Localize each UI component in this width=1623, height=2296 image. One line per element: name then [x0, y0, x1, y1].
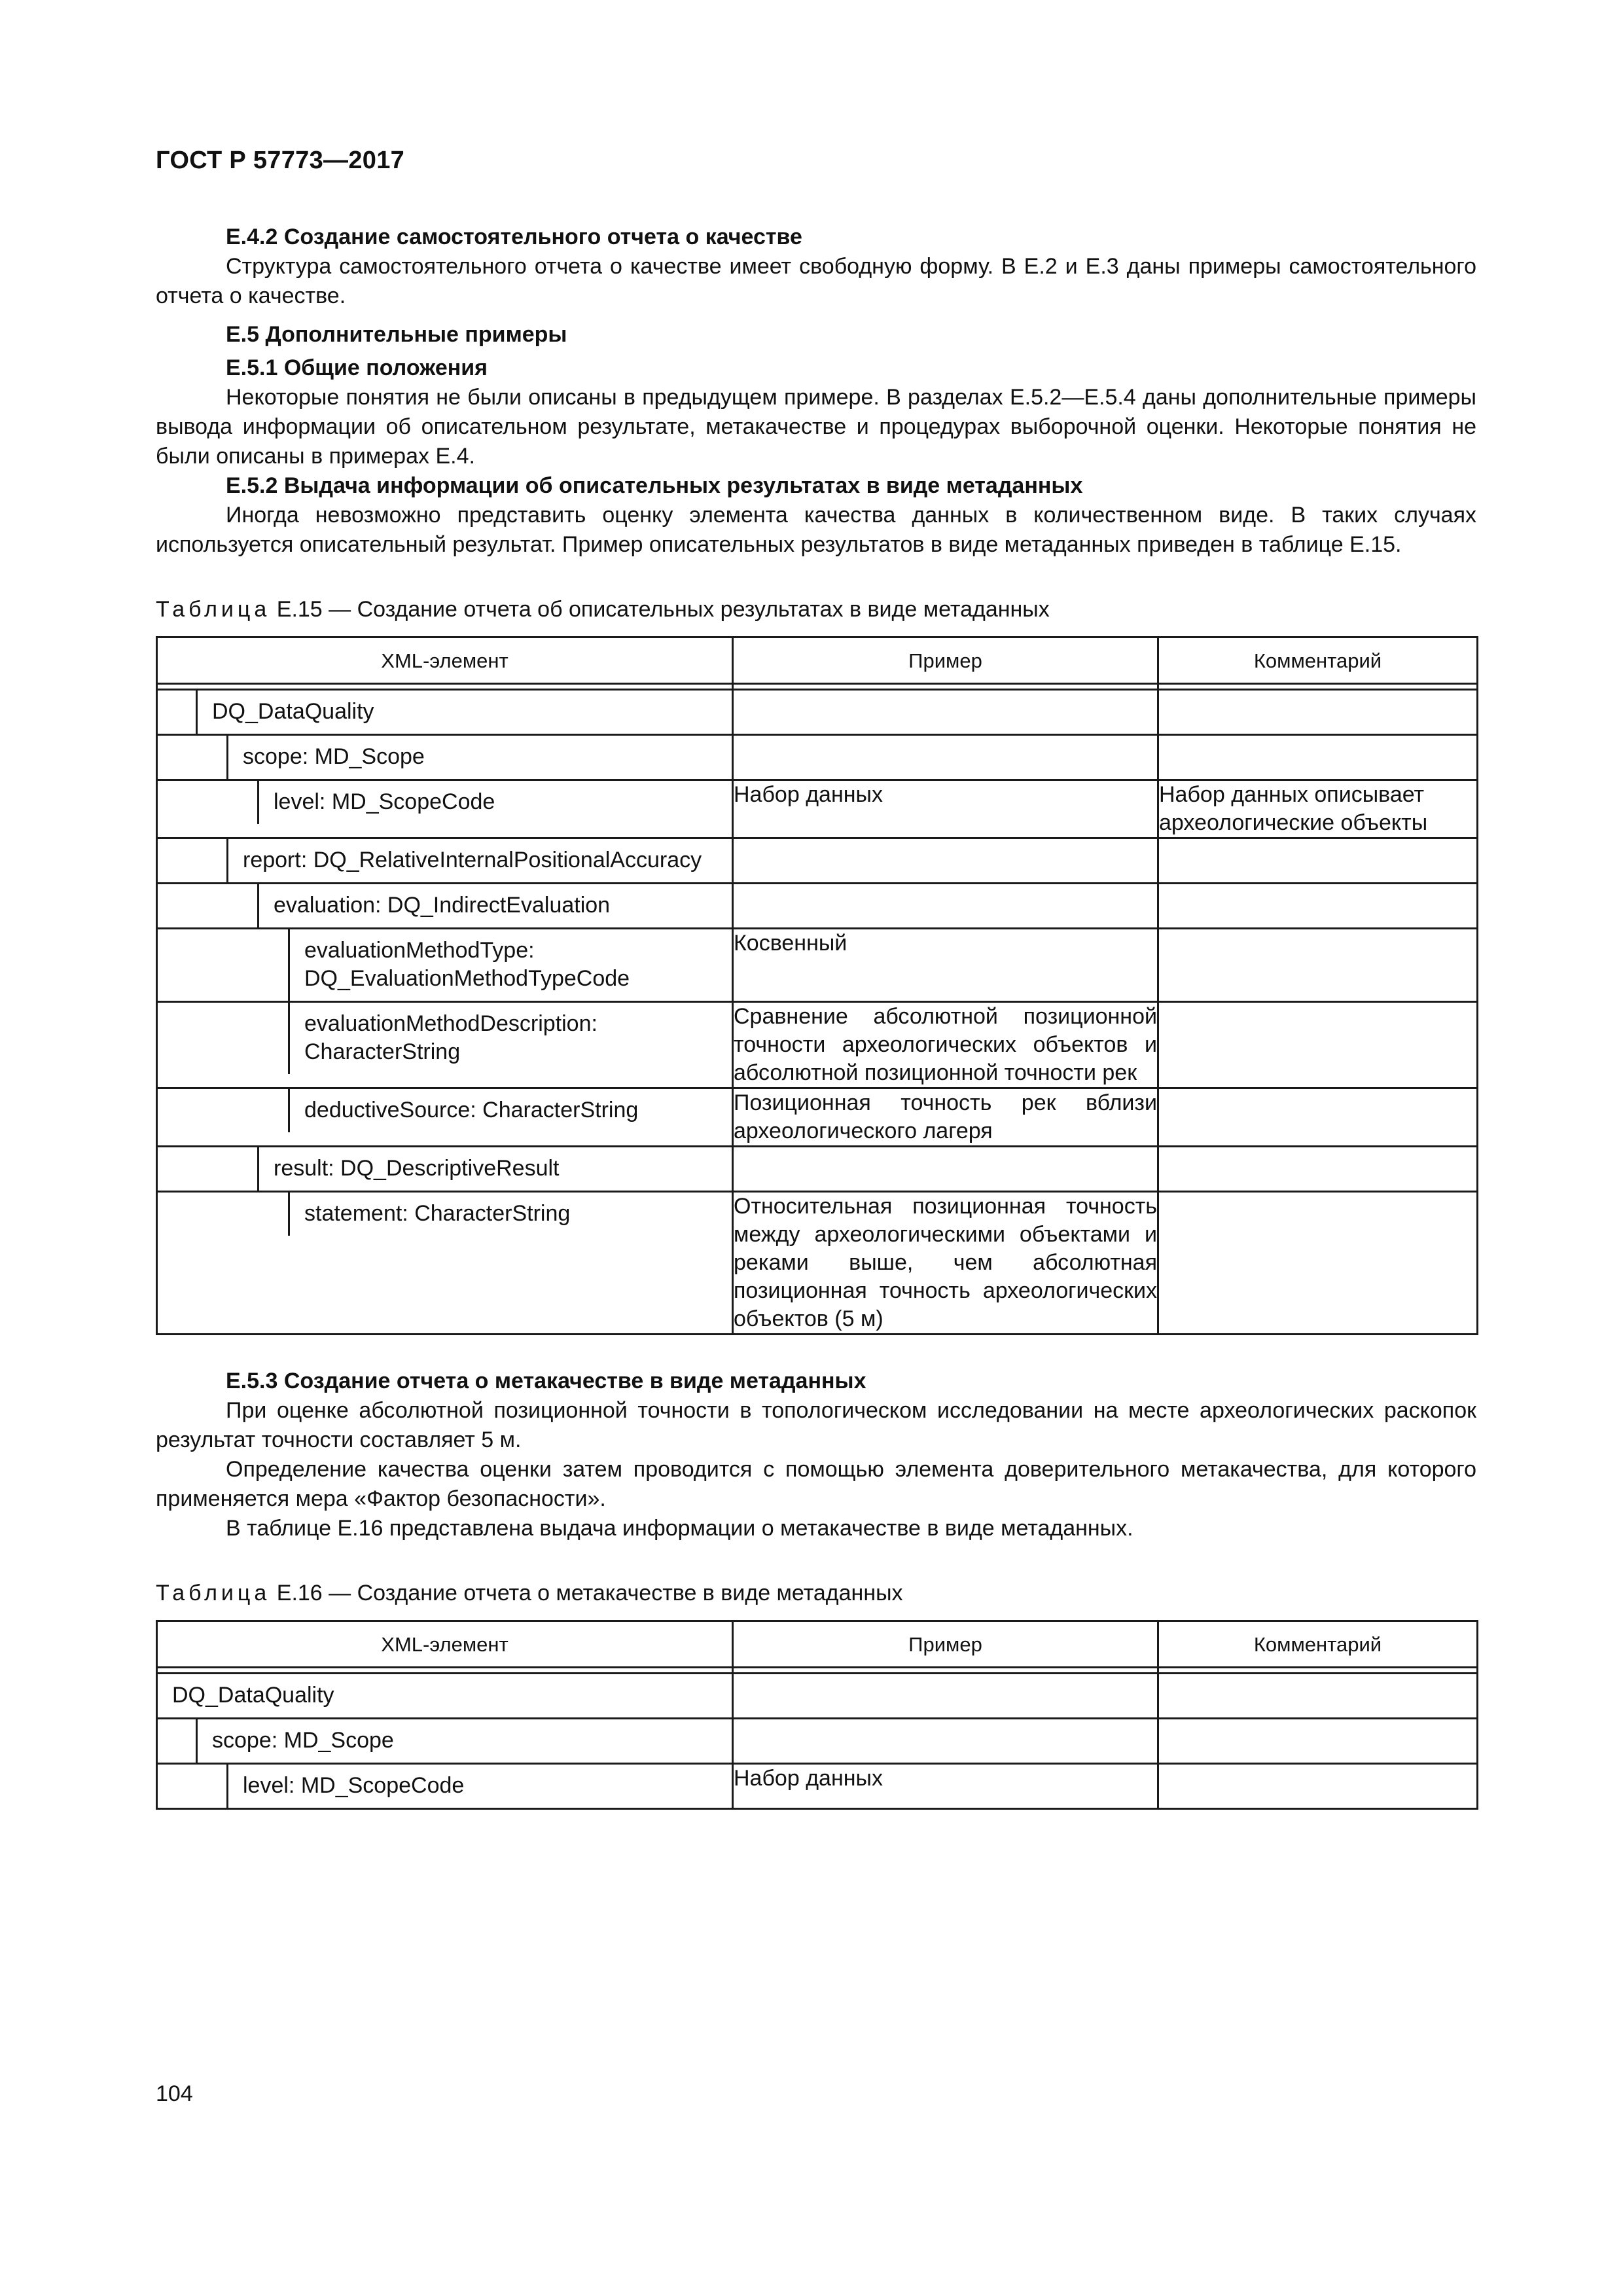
example-cell	[733, 838, 1158, 884]
xml-element: result: DQ_DescriptiveResult	[274, 1156, 560, 1181]
example-cell	[733, 735, 1158, 780]
xml-element: evaluationMethodType: DQ_EvaluationMethodTypeCode	[304, 938, 630, 991]
indent-guide	[158, 839, 228, 882]
xml-element-cell	[157, 1088, 733, 1147]
indent-guide	[158, 1765, 228, 1808]
table-16-header-xml: XML-элемент	[157, 1621, 733, 1668]
xml-element: statement: CharacterString	[304, 1201, 571, 1226]
table-16-header-comment: Комментарий	[1158, 1621, 1478, 1668]
table-15	[156, 636, 1478, 1335]
comment-cell	[1158, 690, 1478, 735]
xml-element-cell	[157, 780, 733, 838]
comment-cell: Набор данных описывает археологические объекты	[1158, 780, 1478, 838]
table-16	[156, 1620, 1478, 1810]
xml-element: DQ_DataQuality	[212, 699, 374, 724]
heading-e5-2: Е.5.2 Выдача информации об описательных результатах в виде метаданных	[226, 473, 1083, 498]
xml-element-cell	[157, 929, 733, 1002]
indent-guide	[158, 1003, 290, 1074]
comment-cell	[1158, 1719, 1478, 1764]
xml-element-cell	[157, 1764, 733, 1809]
comment-cell	[1158, 1147, 1478, 1192]
comment-cell	[1158, 1192, 1478, 1335]
xml-element-cell	[157, 884, 733, 929]
paragraph-e5-3-2: Определение качества оценки затем проводится с помощью элемента доверительного метакачества, для которого применяется мера «Фактор безопасности».	[156, 1457, 1476, 1511]
example-cell	[733, 690, 1158, 735]
xml-element: scope: MD_Scope	[243, 744, 425, 769]
table-15-header-gap	[157, 684, 1478, 690]
xml-element-cell	[157, 1192, 733, 1335]
table-16-caption	[156, 1579, 1476, 1608]
xml-element: DQ_DataQuality	[172, 1683, 334, 1708]
standard-designation: ГОСТ Р 57773—2017	[156, 147, 405, 174]
table-16-caption-word: Таблица	[156, 1581, 271, 1605]
example-cell	[733, 884, 1158, 929]
comment-cell	[1158, 1764, 1478, 1809]
table-row	[157, 735, 1478, 780]
comment-cell	[1158, 1088, 1478, 1147]
heading-e4-2: Е.4.2 Создание самостоятельного отчета о качестве	[226, 224, 802, 249]
comment-cell	[1158, 838, 1478, 884]
example-cell	[733, 1674, 1158, 1719]
indent-guide	[158, 1089, 290, 1132]
table-row	[157, 929, 1478, 1002]
table-row	[157, 1002, 1478, 1088]
table-16-header-gap	[157, 1668, 1478, 1674]
heading-e5-1: Е.5.1 Общие положения	[226, 355, 488, 380]
page-content	[156, 223, 1476, 1810]
table-16-caption-text: Е.16 — Создание отчета о метакачестве в виде метаданных	[276, 1581, 903, 1605]
table-row	[157, 884, 1478, 929]
table-row	[157, 1192, 1478, 1335]
xml-element: evaluation: DQ_IndirectEvaluation	[274, 893, 611, 918]
paragraph-e4-2: Структура самостоятельного отчета о качестве имеет свободную форму. В Е.2 и Е.3 даны примеры самостоятельного отчета о качестве.	[156, 254, 1476, 308]
table-15-caption-text: Е.15 — Создание отчета об описательных результатах в виде метаданных	[276, 597, 1050, 622]
table-row	[157, 1764, 1478, 1809]
indent-guide	[158, 1147, 259, 1191]
table-row	[157, 1147, 1478, 1192]
table-15-header-xml: XML-элемент	[157, 637, 733, 684]
indent-guide	[158, 929, 290, 1001]
xml-element: evaluationMethodDescription: CharacterString	[304, 1011, 597, 1064]
comment-cell	[1158, 884, 1478, 929]
xml-element-cell	[157, 1674, 733, 1719]
xml-element: report: DQ_RelativeInternalPositionalAccuracy	[243, 848, 702, 872]
comment-cell	[1158, 929, 1478, 1002]
xml-element-cell	[157, 1147, 733, 1192]
paragraph-e5-2: Иногда невозможно представить оценку элемента качества данных в количественном виде. В таких случаях используется описательный результат. Пример описательных результатов в виде метаданных приведен в таблице Е.15.	[156, 503, 1476, 557]
indent-guide	[158, 691, 198, 734]
xml-element-cell	[157, 1002, 733, 1088]
table-16-header-row	[157, 1621, 1478, 1668]
xml-element-cell	[157, 838, 733, 884]
table-row	[157, 1674, 1478, 1719]
indent-guide	[158, 1193, 290, 1236]
paragraph-e5-1: Некоторые понятия не были описаны в предыдущем примере. В разделах Е.5.2—Е.5.4 даны дополнительные примеры вывода информации об описательном результате, метакачестве и процедурах выборочной оценки. Некоторые понятия не были описаны в примерах Е.4.	[156, 385, 1476, 469]
heading-e5: Е.5 Дополнительные примеры	[226, 322, 567, 347]
paragraph-e5-3-3: В таблице Е.16 представлена выдача информации о метакачестве в виде метаданных.	[226, 1516, 1133, 1541]
example-cell	[733, 1719, 1158, 1764]
table-15-header-row	[157, 637, 1478, 684]
xml-element: deductiveSource: CharacterString	[304, 1098, 639, 1122]
table-15-caption-word: Таблица	[156, 597, 271, 622]
table-15-header-example: Пример	[733, 637, 1158, 684]
table-row	[157, 780, 1478, 838]
xml-element-cell	[157, 690, 733, 735]
table-row	[157, 690, 1478, 735]
xml-element-cell	[157, 1719, 733, 1764]
example-cell: Относительная позиционная точность между археологическими объектами и реками выше, чем абсолютная позиционная точность археологических объектов (5 м)	[733, 1192, 1158, 1335]
table-16-header-example: Пример	[733, 1621, 1158, 1668]
xml-element: level: MD_ScopeCode	[274, 789, 495, 814]
table-15-caption	[156, 595, 1476, 624]
xml-element-cell	[157, 735, 733, 780]
comment-cell	[1158, 1002, 1478, 1088]
comment-cell	[1158, 735, 1478, 780]
xml-element: scope: MD_Scope	[212, 1728, 394, 1753]
indent-guide	[158, 884, 259, 927]
table-row	[157, 1088, 1478, 1147]
example-cell: Набор данных	[733, 780, 1158, 838]
table-row	[157, 838, 1478, 884]
example-cell: Позиционная точность рек вблизи археологического лагеря	[733, 1088, 1158, 1147]
indent-guide	[158, 1719, 198, 1763]
example-cell: Набор данных	[733, 1764, 1158, 1809]
comment-cell	[1158, 1674, 1478, 1719]
paragraph-e5-3-1: При оценке абсолютной позиционной точности в топологическом исследовании на месте археологических раскопок результат точности составляет 5 м.	[156, 1398, 1476, 1452]
indent-guide	[158, 736, 228, 779]
page-number: 104	[156, 2081, 193, 2106]
heading-e5-3: Е.5.3 Создание отчета о метакачестве в виде метаданных	[226, 1369, 866, 1393]
example-cell: Косвенный	[733, 929, 1158, 1002]
example-cell: Сравнение абсолютной позиционной точности археологических объектов и абсолютной позиционной точности рек	[733, 1002, 1158, 1088]
indent-guide	[158, 781, 259, 824]
xml-element: level: MD_ScopeCode	[243, 1773, 465, 1798]
example-cell	[733, 1147, 1158, 1192]
table-row	[157, 1719, 1478, 1764]
table-15-header-comment: Комментарий	[1158, 637, 1478, 684]
